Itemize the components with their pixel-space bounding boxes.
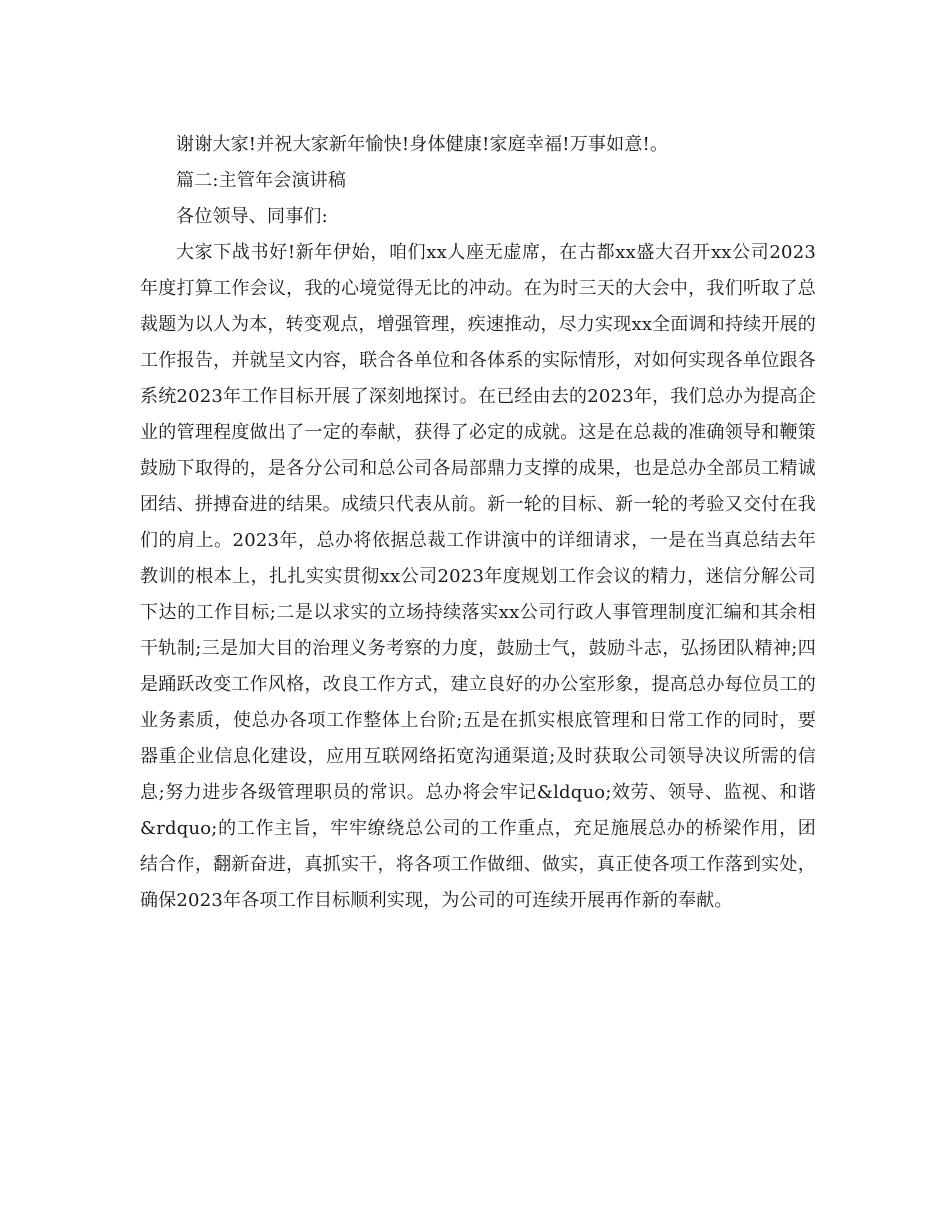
closing-paragraph: 谢谢大家!并祝大家新年愉快!身体健康!家庭幸福!万事如意!。: [176, 134, 669, 155]
document-body: [140, 127, 816, 919]
salutation: 各位领导、同事们:: [176, 206, 328, 227]
body-paragraph: 大家下战书好!新年伊始，咱们xx人座无虚席，在古都xx盛大召开xx公司2023年度打算工作会议，我的心境觉得无比的冲动。在为时三天的大会中，我们听取了总裁题为以人为本，转变观点，增强管理，疾速推动，尽力实现xx全面调和持续开展的工作报告，并就呈文内容，联合各单位和各体系的实际情形，对如何实现各单位跟各系统2023年工作目标开展了深刻地探讨。在已经由去的2023年，我们总办为提高企业的管理程度做出了一定的奉献，获得了必定的成就。这是在总裁的准确领导和鞭策鼓励下取得的，是各分公司和总公司各局部鼎力支撑的成果，也是总办全部员工精诚团结、拼搏奋进的结果。成绩只代表从前。新一轮的目标、新一轮的考验又交付在我们的肩上。2023年，总办将依据总裁工作讲演中的详细请求，一是在当真总结去年教训的根本上，扎扎实实贯彻xx公司2023年度规划工作会议的精力，迷信分解公司下达的工作目标;二是以求实的立场持续落实xx公司行政人事管理制度汇编和其余相干轨制;三是加大目的治理义务考察的力度，鼓励士气，鼓励斗志，弘扬团队精神;四是踊跃改变工作风格，改良工作方式，建立良好的办公室形象，提高总办每位员工的业务素质，使总办各项工作整体上台阶;五是在抓实根底管理和日常工作的同时，要器重企业信息化建设，应用互联网络拓宽沟通渠道;及时获取公司领导决议所需的信息;努力进步各级管理职员的常识。总办将会牢记&ldquo;效劳、领导、监视、和谐&rdquo;的工作主旨，牢牢缭绕总公司的工作重点，充足施展总办的桥梁作用，团结合作，翻新奋进，真抓实干，将各项工作做细、做实，真正使各项工作落到实处，确保2023年各项工作目标顺利实现，为公司的可连续开展再作新的奉献。: [140, 242, 816, 911]
section-title: 篇二:主管年会演讲稿: [176, 170, 347, 191]
